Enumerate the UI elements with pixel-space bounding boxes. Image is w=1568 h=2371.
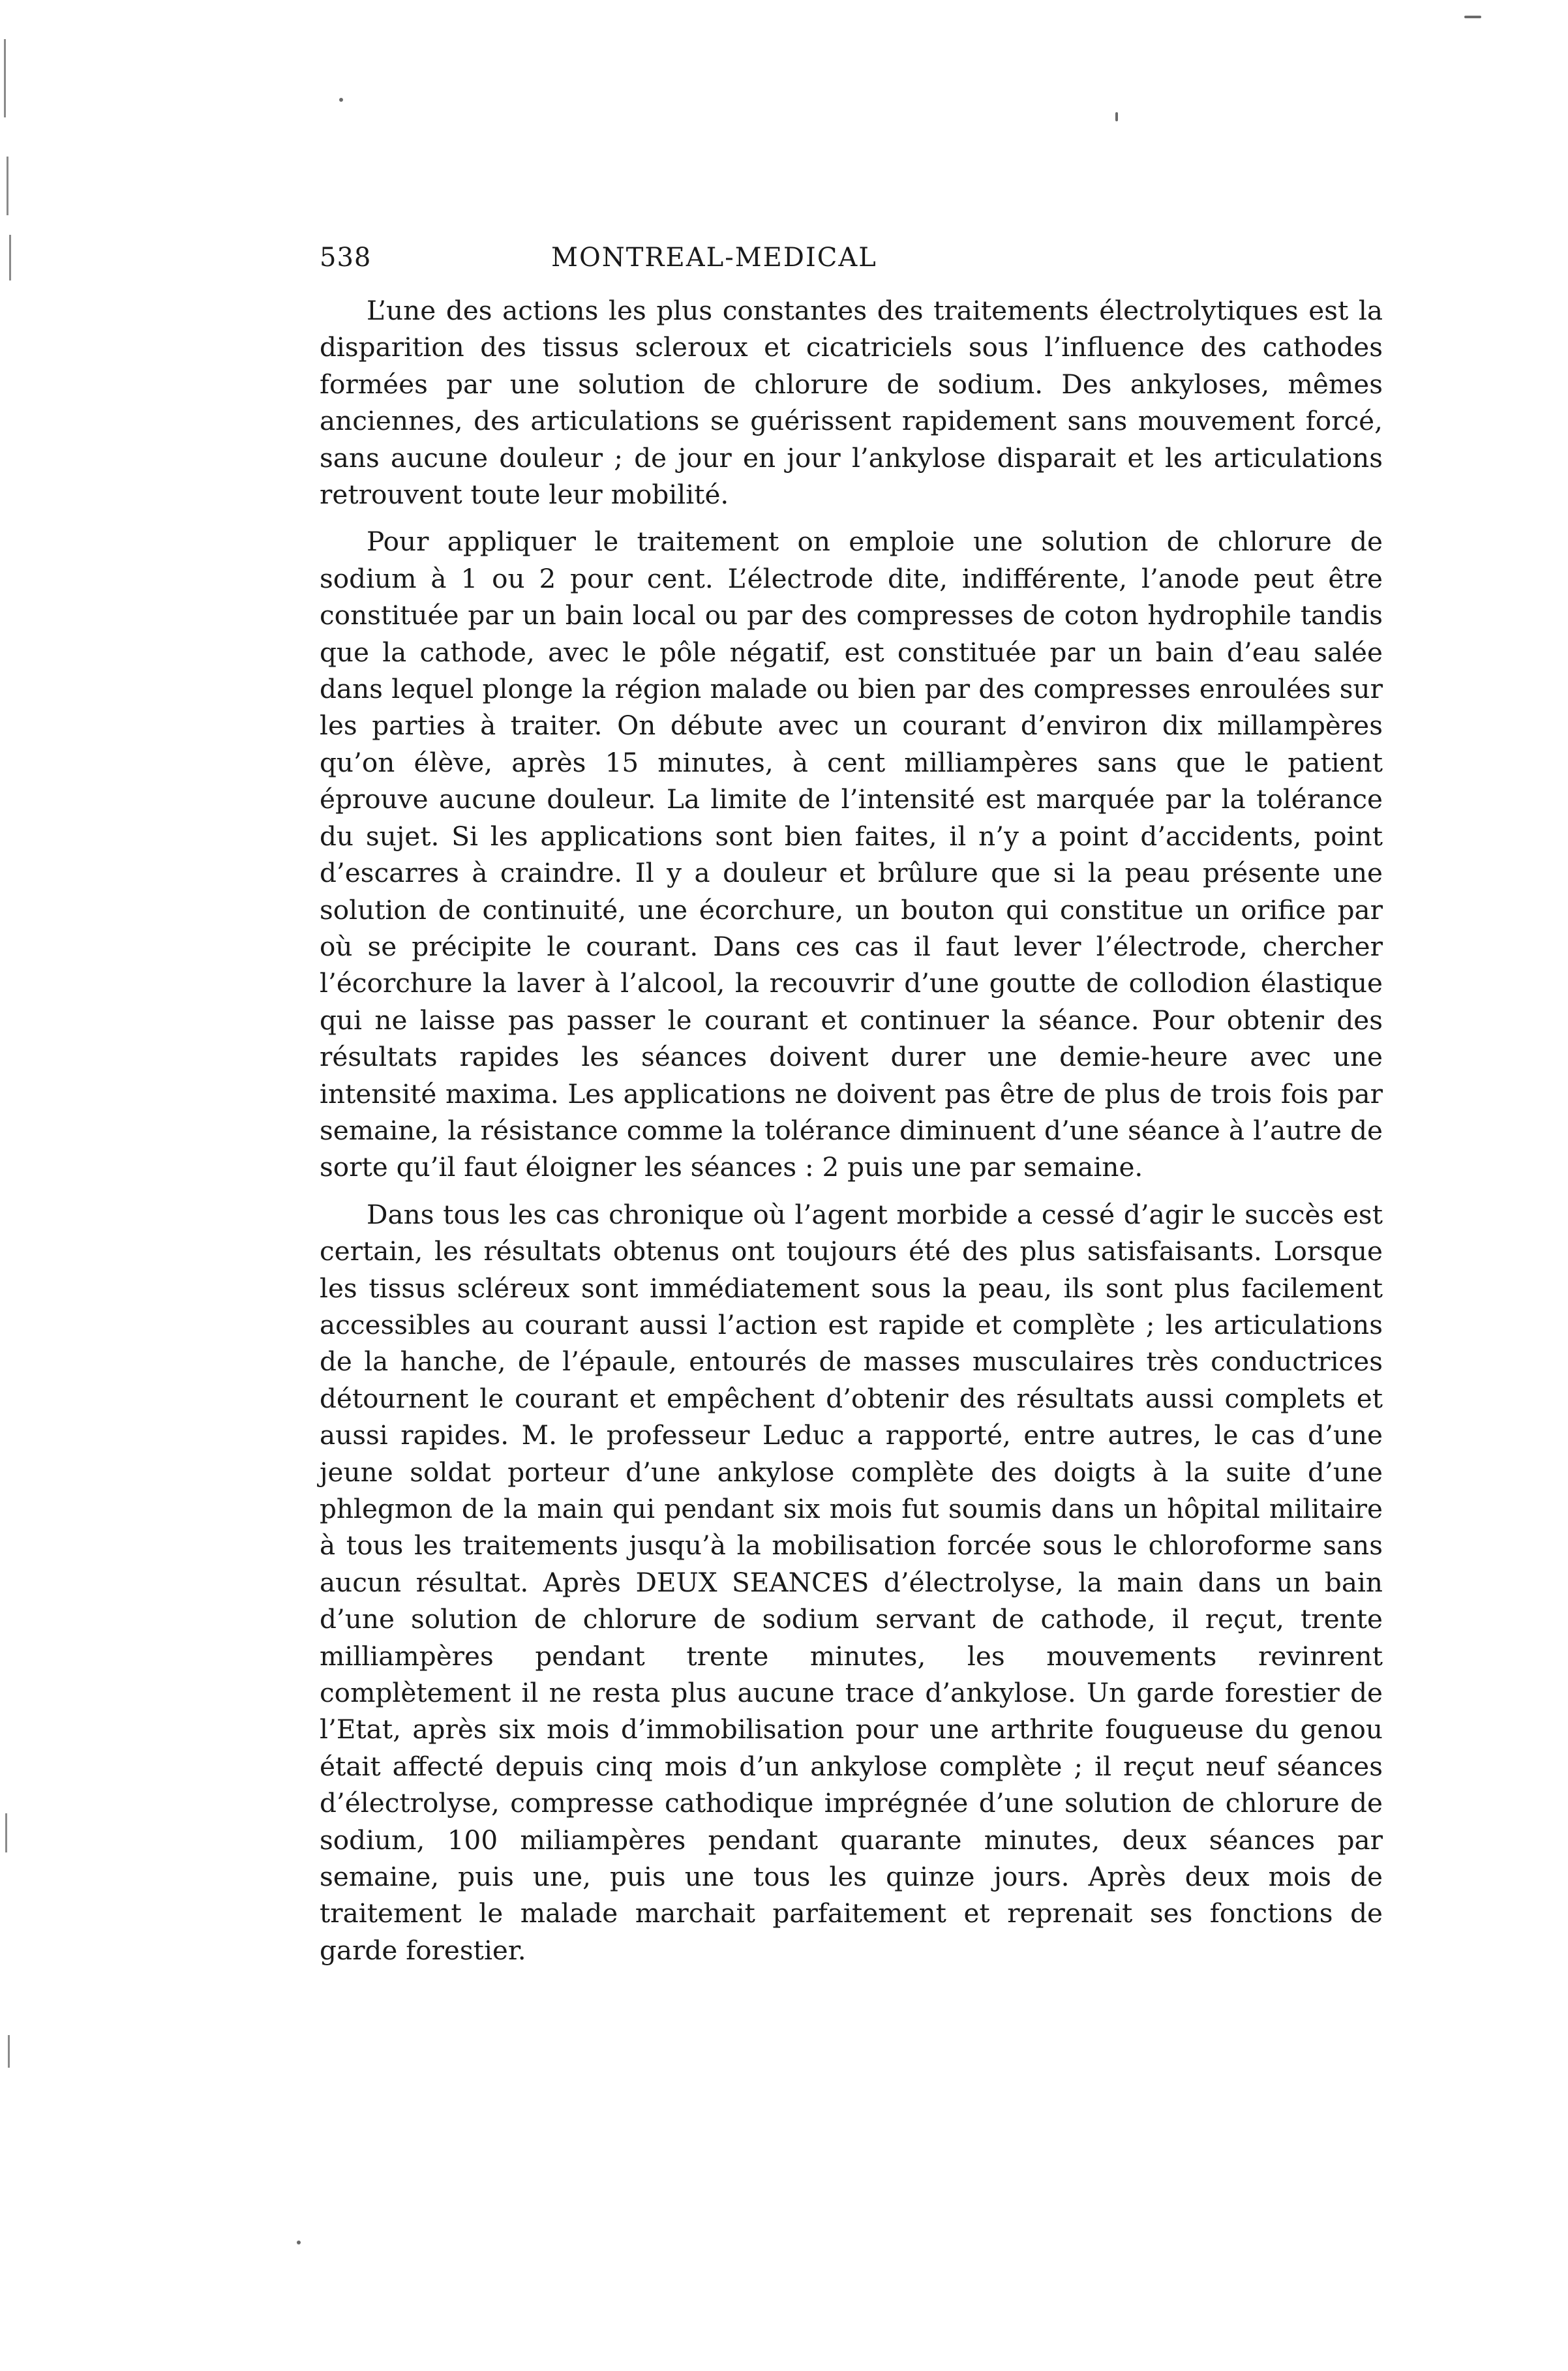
paragraph: Dans tous les cas chronique où l’agent morbide a cessé d’agir le succès est certain, les résultats obtenus ont toujours été des plus satisfaisants. Lorsque les tissus scléreux sont immédiatement sous la peau, ils sont plus facilement accessibles au courant aussi l’action est rapide et complète ; les articulations de la hanche, de l’épaule, entourés de masses musculaires très conductrices détournent le courant et empêchent d’obtenir des résultats aussi complets et aussi rapides. M. le professeur Leduc a rapporté, entre autres, le cas d’une jeune soldat porteur d’une ankylose complète des doigts à la suite d’une phlegmon de la main qui pendant six mois fut soumis dans un hôpital militaire à tous les traitements jusqu’à la mobilisation forcée sous le chloroforme sans aucun résultat. Après DEUX SEANCES d’électrolyse, la main dans un bain d’une solution de chlorure de sodium servant de cathode, il reçut, trente milliampères pendant trente minutes, les mouvements revinrent complètement il ne resta plus aucune trace d’ankylose. Un garde forestier de l’Etat, après six mois d’immobilisation pour une arthrite fougueuse du genou était affecté depuis cinq mois d’un ankylose complète ; il reçut neuf séances d’électrolyse, compresse cathodique imprégnée d’une solution de chlorure de sodium, 100 miliampères pendant quarante minutes, deux séances par semaine, puis une, puis une tous les quinze jours. Après deux mois de traitement le malade marchait parfaitement et reprenait ses fonctions de garde forestier.: [320, 1198, 1383, 1966]
scan-edge-mark: [5, 1813, 7, 1852]
scan-edge-mark: [9, 235, 11, 280]
page-number: 538: [320, 243, 372, 273]
paragraph: Pour appliquer le traitement on emploie une solution de chlorure de sodium à 1 ou 2 pour cent. L’électrode dite, indifférente, l’anode peut être constituée par un bain local ou par des compresses de coton hydrophile tandis que la cathode, avec le pôle négatif, est constituée par un bain d’eau salée dans lequel plonge la région malade ou bien par des compresses enroulées sur les parties à traiter. On débute avec un courant d’environ dix millampères qu’on élève, après 15 minutes, à cent milliampères sans que le patient éprouve aucune douleur. La limite de l’intensité est marquée par la tolérance du sujet. Si les applications sont bien faites, il n’y a point d’accidents, point d’escarres à craindre. Il y a douleur et brûlure que si la peau présente une solution de continuité, une écorchure, un bouton qui constitue un orifice par où se précipite le courant. Dans ces cas il faut lever l’électrode, chercher l’écorchure la laver à l’alcool, la recouvrir d’une goutte de collodion élastique qui ne laisse pas passer le courant et continuer la séance. Pour obtenir des résultats rapides les séances doivent durer une demie-heure avec une intensité maxima. Les applications ne doivent pas être de plus de trois fois par semaine, la résistance comme la tolérance diminuent d’une séance à l’autre de sorte qu’il faut éloigner les séances : 2 puis une par semaine.: [320, 526, 1383, 1183]
scan-speck: [1115, 112, 1118, 121]
paragraph: L’une des actions les plus constantes des traitements électrolytiques est la disparition des tissus scleroux et cicatriciels sous l’influence des cathodes formées par une solution de chlorure de sodium. Des ankyloses, mêmes anciennes, des articulations se guérissent rapidement sans mouvement forcé, sans aucune douleur ; de jour en jour l’ankylose disparait et les articulations retrouvent toute leur mobilité.: [320, 295, 1383, 511]
scan-speck: [297, 2241, 301, 2244]
scan-speck: [1464, 16, 1481, 18]
running-head: MONTREAL-MEDICAL: [551, 243, 877, 273]
page-header: [320, 243, 1014, 282]
scan-edge-mark: [8, 2035, 10, 2068]
article-body: [320, 292, 1383, 1979]
scan-speck: [339, 98, 343, 102]
scan-edge-mark: [7, 157, 8, 215]
scan-edge-mark: [4, 39, 6, 117]
scan-margin-marks: [0, 0, 26, 2371]
